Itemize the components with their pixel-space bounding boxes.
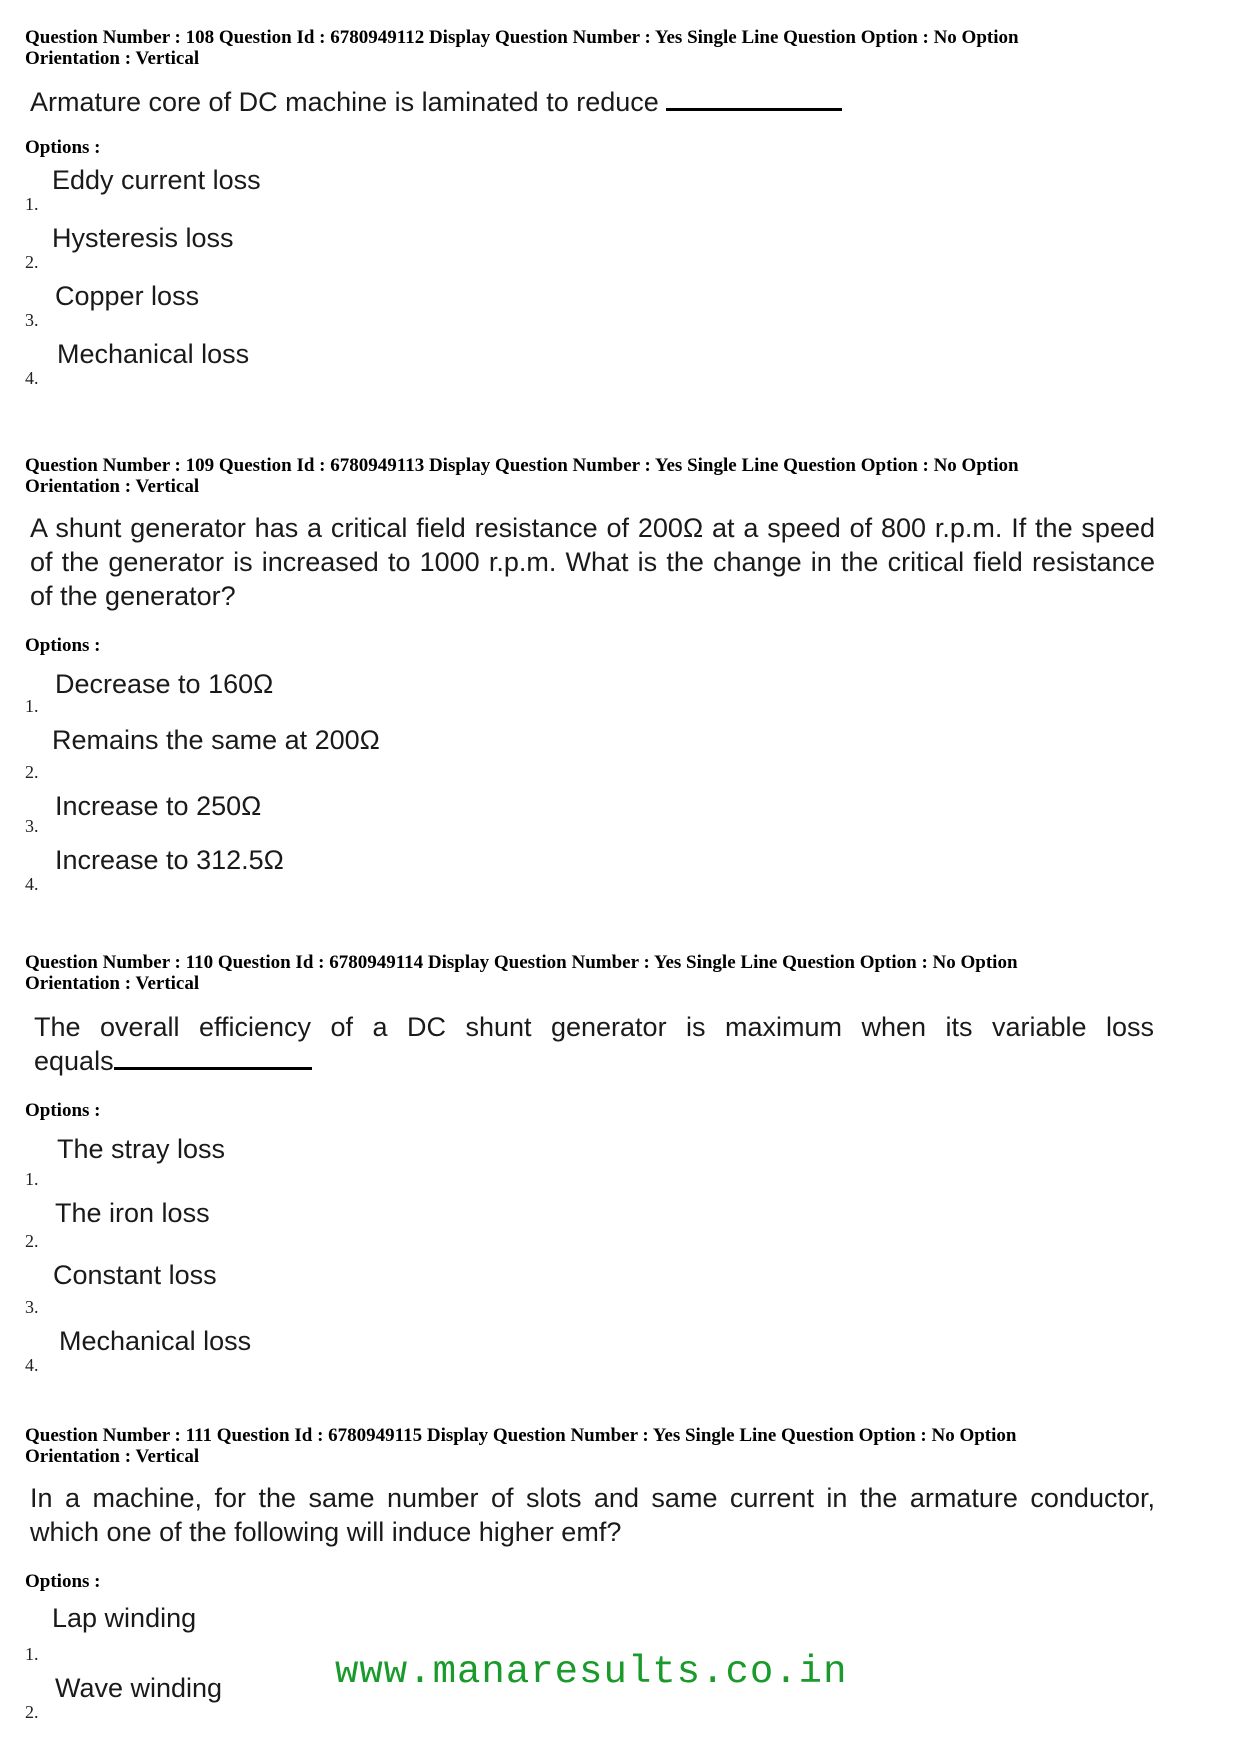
- option-item[interactable]: [25, 281, 1205, 339]
- option-item[interactable]: [25, 1260, 1205, 1326]
- option-number: 3.: [25, 1297, 39, 1317]
- option-text: Wave winding: [55, 1673, 223, 1703]
- question-108: [25, 27, 1205, 397]
- question-meta-line1: Question Number : 111 Question Id : 6780949115 Display Question Number : Yes Single Line Question Option : No Option: [25, 1425, 1017, 1446]
- option-number: 2.: [25, 252, 39, 272]
- option-text: Mechanical loss: [59, 1326, 252, 1356]
- options-label: Options :: [25, 1100, 101, 1121]
- option-number: 2.: [25, 1231, 39, 1251]
- question-109: [25, 455, 1205, 903]
- option-text: Hysteresis loss: [52, 223, 234, 253]
- question-text-line1: The overall efficiency of a DC shunt generator is maximum when its variable loss: [34, 1012, 1154, 1042]
- question-text-content: Armature core of DC machine is laminated to reduce: [30, 87, 659, 117]
- options-label: Options :: [25, 137, 101, 158]
- question-text-line2: [34, 1044, 1159, 1078]
- question-meta-line1: Question Number : 109 Question Id : 6780949113 Display Question Number : Yes Single Line Question Option : No Option: [25, 455, 1019, 476]
- option-text: Decrease to 160Ω: [55, 669, 274, 699]
- option-text: Eddy current loss: [52, 165, 261, 195]
- option-text: The iron loss: [55, 1198, 210, 1228]
- question-meta-line1: Question Number : 110 Question Id : 6780949114 Display Question Number : Yes Single Line Question Option : No Option: [25, 952, 1018, 973]
- option-item[interactable]: [25, 165, 1205, 223]
- option-item[interactable]: [25, 1326, 1205, 1384]
- option-text: Mechanical loss: [57, 339, 250, 369]
- option-number: 4.: [25, 368, 39, 388]
- option-item[interactable]: [25, 223, 1205, 281]
- option-number: 1.: [25, 194, 39, 214]
- option-text: Copper loss: [55, 281, 200, 311]
- question-meta-line1: Question Number : 108 Question Id : 6780949112 Display Question Number : Yes Single Line Question Option : No Option: [25, 27, 1019, 48]
- question-meta-line2: Orientation : Vertical: [25, 476, 200, 497]
- option-text: Increase to 250Ω: [55, 791, 262, 821]
- question-text-content: equals: [34, 1046, 114, 1076]
- options-list: [25, 165, 1205, 397]
- options-label: Options :: [25, 1571, 101, 1592]
- option-number: 1.: [25, 1644, 39, 1664]
- options-label: Options :: [25, 635, 101, 656]
- option-item[interactable]: [25, 845, 1205, 903]
- question-meta-line2: Orientation : Vertical: [25, 48, 200, 69]
- option-item[interactable]: [25, 791, 1205, 845]
- option-number: 3.: [25, 816, 39, 836]
- question-meta-line2: Orientation : Vertical: [25, 1446, 200, 1467]
- option-number: 1.: [25, 1169, 39, 1189]
- option-number: 4.: [25, 874, 39, 894]
- option-text: The stray loss: [57, 1134, 226, 1164]
- option-item[interactable]: [25, 1134, 1205, 1198]
- option-item[interactable]: [25, 1198, 1205, 1260]
- answer-blank: [114, 1047, 312, 1070]
- option-text: Constant loss: [53, 1260, 217, 1290]
- option-item[interactable]: [25, 669, 1205, 725]
- answer-blank: [666, 88, 842, 111]
- option-text: Remains the same at 200Ω: [52, 725, 380, 755]
- option-number: 2.: [25, 1702, 39, 1722]
- option-number: 1.: [25, 696, 39, 716]
- options-list: [25, 1134, 1205, 1384]
- option-item[interactable]: [25, 725, 1205, 791]
- question-meta-line2: Orientation : Vertical: [25, 973, 200, 994]
- question-110: [25, 952, 1205, 1384]
- option-text: Lap winding: [52, 1603, 197, 1633]
- option-number: 4.: [25, 1355, 39, 1375]
- question-text: A shunt generator has a critical field resistance of 200Ω at a speed of 800 r.p.m. If the speed of the generator is increased to 1000 r.p.m. What is the change in the critical field resistance of the generator?: [30, 513, 1155, 611]
- question-text: In a machine, for the same number of slots and same current in the armature conductor, which one of the following will induce higher emf?: [30, 1483, 1155, 1547]
- watermark-url: www.manaresults.co.in: [335, 1650, 848, 1694]
- question-text: [30, 85, 1155, 119]
- option-item[interactable]: [25, 339, 1205, 397]
- option-number: 2.: [25, 762, 39, 782]
- options-list: [25, 669, 1205, 903]
- option-number: 3.: [25, 310, 39, 330]
- option-text: Increase to 312.5Ω: [55, 845, 284, 875]
